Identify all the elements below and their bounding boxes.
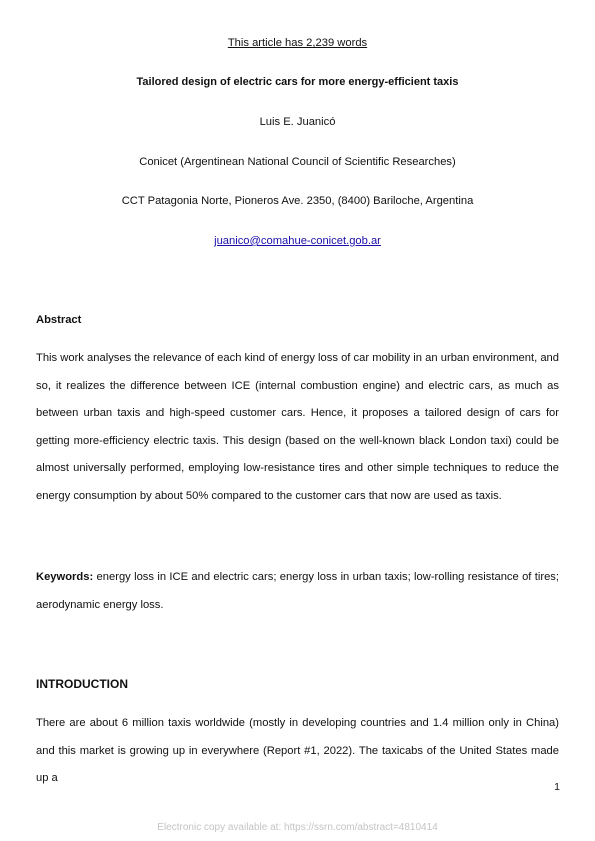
ssrn-footer: Electronic copy available at: https://ssrn.com/abstract=4810414 [157,822,438,833]
page-number: 1 [554,781,560,793]
author-address: CCT Patagonia Norte, Pioneros Ave. 2350, (8400) Bariloche, Argentina [121,195,474,207]
keywords-label: Keywords: [36,571,94,583]
introduction-heading: INTRODUCTION [36,677,128,691]
word-count-note: This article has 2,239 words [227,37,368,49]
abstract-body: This work analyses the relevance of each kind of energy loss of car mobility in an urban environment, and so, it realizes the difference between ICE (internal combustion engine) and electric cars, as much as between urban taxis and high-speed customer cars. Hence, it proposes a tailored design of cars for getting more-efficiency electric taxis. This design (based on the well-known black London taxi) could be almost universally performed, employing low-resistance tires and other simple techniques to reduce the energy consumption by about 50% compared to the customer cars that now are used as taxis. [36,352,559,502]
author-name: Luis E. Juanicó [259,116,336,128]
introduction-body: There are about 6 million taxis worldwide (mostly in developing countries and 1.4 million only in China) and this market is growing up in everywhere (Report #1, 2022). The taxicabs of the United States made up a [36,717,559,784]
keywords-text: energy loss in ICE and electric cars; energy loss in urban taxis; low-rolling resistance of tires; aerodynamic energy loss. [36,571,559,611]
author-email-link[interactable]: juanico@comahue-conicet.gob.ar [214,235,381,247]
paper-title: Tailored design of electric cars for more energy-efficient taxis [136,76,459,88]
abstract-heading: Abstract [36,314,82,326]
keywords-paragraph [36,564,559,619]
author-affiliation: Conicet (Argentinean National Council of Scientific Researches) [139,156,456,168]
